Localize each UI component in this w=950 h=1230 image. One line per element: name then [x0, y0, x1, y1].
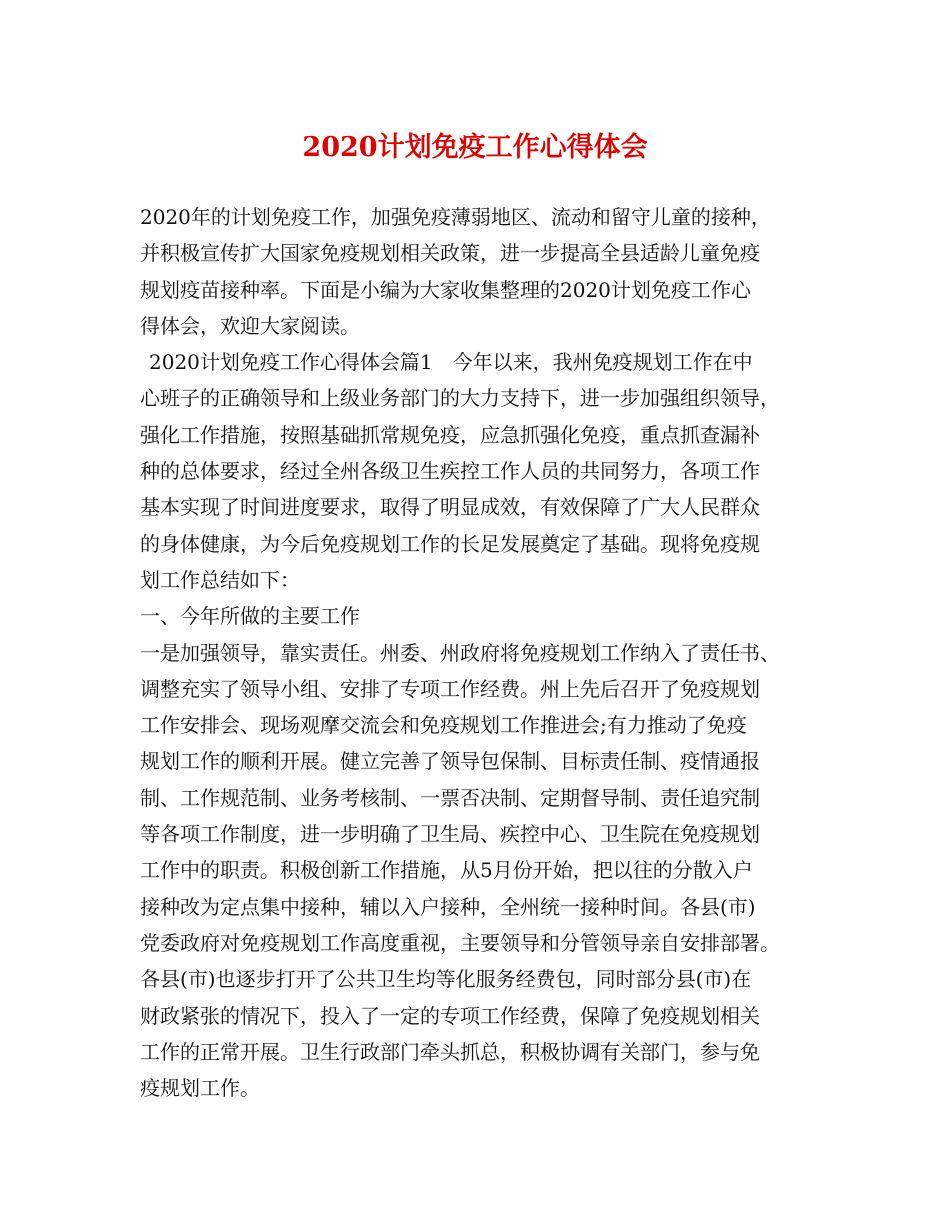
body-line: 调整充实了领导小组、安排了专项工作经费。州上先后召开了免疫规划	[140, 676, 760, 701]
body-line: 得体会，欢迎大家阅读。	[140, 313, 360, 338]
body-line: 2020计划免疫工作心得体会篇1 今年以来，我州免疫规划工作在中	[149, 350, 753, 375]
document-body	[140, 199, 812, 1106]
body-line: 种的总体要求，经过全州各级卫生疾控工作人员的共同努力，各项工作	[140, 459, 760, 484]
body-line: 疫规划工作。	[140, 1076, 260, 1101]
body-line: 一是加强领导，靠实责任。州委、州政府将免疫规划工作纳入了责任书、	[140, 640, 780, 665]
body-line: 等各项工作制度，进一步明确了卫生局、疾控中心、卫生院在免疫规划	[140, 822, 760, 847]
body-line: 接种改为定点集中接种，辅以入户接种，全州统一接种时间。各县(市)	[140, 894, 756, 919]
body-line: 心班子的正确领导和上级业务部门的大力支持下，进一步加强组织领导，	[140, 386, 780, 411]
body-line: 工作的正常开展。卫生行政部门牵头抓总，积极协调有关部门，参与免	[140, 1039, 760, 1064]
body-line: 党委政府对免疫规划工作高度重视，主要领导和分管领导亲自安排部署。	[140, 930, 780, 955]
body-line: 财政紧张的情况下，投入了一定的专项工作经费，保障了免疫规划相关	[140, 1003, 760, 1028]
body-line: 规划工作的顺利开展。健立完善了领导包保制、目标责任制、疫情通报	[140, 749, 760, 774]
body-line: 基本实现了时间进度要求，取得了明显成效，有效保障了广大人民群众	[140, 495, 760, 520]
body-line: 各县(市)也逐步打开了公共卫生均等化服务经费包，同时部分县(市)在	[140, 967, 752, 992]
body-line: 规划疫苗接种率。下面是小编为大家收集整理的2020计划免疫工作心	[140, 277, 751, 302]
body-line: 工作中的职责。积极创新工作措施，从5月份开始，把以往的分散入户	[140, 858, 753, 883]
body-line: 并积极宣传扩大国家免疫规划相关政策，进一步提高全县适龄儿童免疫	[140, 241, 760, 266]
body-line: 工作安排会、现场观摩交流会和免疫规划工作推进会;有力推动了免疫	[140, 713, 747, 738]
body-line: 划工作总结如下：	[140, 567, 300, 592]
body-line: 的身体健康，为今后免疫规划工作的长足发展奠定了基础。现将免疫规	[140, 531, 760, 556]
document-title: 2020计划免疫工作心得体会	[302, 132, 648, 163]
section-heading: 一、今年所做的主要工作	[140, 604, 360, 629]
body-line: 强化工作措施，按照基础抓常规免疫，应急抓强化免疫，重点抓查漏补	[140, 422, 760, 447]
body-line: 2020年的计划免疫工作，加强免疫薄弱地区、流动和留守儿童的接种，	[140, 205, 771, 229]
body-line: 制、工作规范制、业务考核制、一票否决制、定期督导制、责任追究制	[140, 785, 760, 810]
